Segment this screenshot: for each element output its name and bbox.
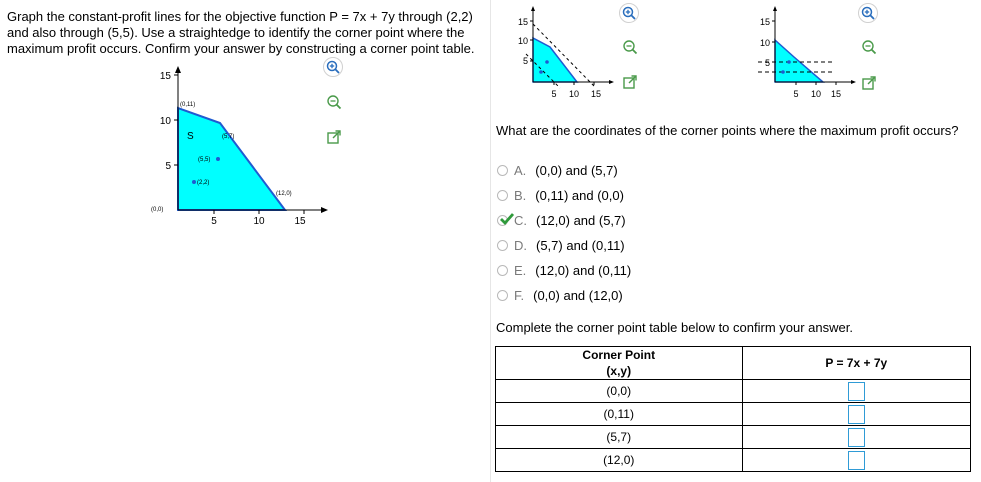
option-a[interactable] [497, 160, 618, 180]
x-tick-label: 5 [551, 89, 557, 99]
option-text: (0,11) and (0,0) [535, 187, 624, 203]
point-label-origin: (0,0) [151, 207, 164, 213]
question-text: What are the coordinates of the corner points where the maximum profit occurs? [496, 123, 959, 138]
option-letter: A. [514, 162, 527, 178]
radio-button[interactable] [497, 165, 508, 176]
answer-input[interactable] [848, 428, 865, 447]
x-tick-label: 10 [568, 89, 580, 99]
panel-divider [490, 0, 491, 482]
zoom-in-icon[interactable] [858, 3, 878, 23]
table-row [496, 380, 971, 403]
option-letter: C. [514, 212, 527, 228]
y-tick-label: 5 [522, 56, 528, 66]
answer-input[interactable] [848, 405, 865, 424]
point-5-5 [216, 157, 220, 161]
y-tick-label: 10 [517, 36, 528, 46]
option-text: (0,0) and (5,7) [535, 162, 618, 178]
corner-point-table [495, 346, 971, 472]
zoom-out-icon[interactable] [620, 37, 640, 57]
x-tick-label: 10 [810, 89, 822, 99]
answer-input[interactable] [848, 451, 865, 470]
point-label-2-2: (2,2) [197, 180, 210, 186]
y-tick-label: 15 [759, 17, 770, 27]
checkmark-icon [500, 212, 514, 226]
point-label-12-0: (12,0) [276, 191, 292, 197]
profit-cell [742, 403, 971, 426]
column-header-corner-point: Corner Point [496, 347, 743, 364]
y-tick-label: 10 [159, 116, 171, 127]
answer-input[interactable] [848, 382, 865, 401]
point-label-5-7: (5,7) [222, 134, 235, 140]
table-instructions: Complete the corner point table below to confirm your answer. [496, 320, 853, 335]
table-row [496, 449, 971, 472]
corner-point-cell: (0,0) [496, 380, 743, 403]
y-tick-label: 15 [159, 71, 171, 82]
thumbnail-graph-right[interactable] [752, 4, 862, 104]
column-header-xy: (x,y) [496, 363, 743, 380]
radio-button[interactable] [497, 290, 508, 301]
radio-button[interactable] [497, 265, 508, 276]
popout-icon[interactable] [620, 72, 640, 92]
x-tick-label: 10 [253, 216, 265, 226]
table-row [496, 426, 971, 449]
table-header-row [496, 347, 971, 364]
table-row [496, 403, 971, 426]
x-tick-label: 15 [590, 89, 602, 99]
option-f[interactable] [497, 285, 623, 305]
x-tick-label: 5 [211, 216, 217, 226]
option-text: (0,0) and (12,0) [533, 287, 623, 303]
radio-button[interactable] [497, 190, 508, 201]
corner-point-cell: (12,0) [496, 449, 743, 472]
point-label-5-5: (5,5) [198, 157, 211, 163]
option-b[interactable] [497, 185, 624, 205]
zoom-out-icon[interactable] [859, 37, 879, 57]
y-axis-arrow [175, 66, 181, 73]
option-c[interactable] [497, 210, 626, 230]
thumbnail-graph-left[interactable] [510, 4, 620, 104]
profit-cell [742, 449, 971, 472]
option-letter: D. [514, 237, 527, 253]
corner-point-cell: (5,7) [496, 426, 743, 449]
corner-point-cell: (0,11) [496, 403, 743, 426]
radio-button-selected[interactable] [497, 215, 508, 226]
option-e[interactable] [497, 260, 631, 280]
region-label: S [187, 131, 194, 142]
x-tick-label: 15 [830, 89, 842, 99]
feasible-region [178, 108, 285, 210]
radio-button[interactable] [497, 240, 508, 251]
main-graph [150, 66, 330, 226]
option-text: (12,0) and (5,7) [536, 212, 626, 228]
zoom-in-icon[interactable] [619, 3, 639, 23]
profit-cell [742, 380, 971, 403]
point-2-2 [192, 180, 196, 184]
option-letter: F. [514, 287, 525, 303]
profit-cell [742, 426, 971, 449]
popout-icon[interactable] [324, 127, 344, 147]
x-tick-label: 15 [294, 216, 306, 226]
popout-icon[interactable] [859, 73, 879, 93]
point-label-0-11: (0,11) [180, 102, 196, 108]
option-text: (5,7) and (0,11) [536, 237, 625, 253]
zoom-in-icon[interactable] [323, 57, 343, 77]
x-tick-label: 5 [793, 89, 799, 99]
x-axis-arrow [321, 207, 328, 213]
y-tick-label: 5 [165, 161, 171, 172]
option-d[interactable] [497, 235, 625, 255]
option-text: (12,0) and (0,11) [535, 262, 632, 278]
zoom-out-icon[interactable] [324, 92, 344, 112]
y-tick-label: 10 [759, 38, 770, 48]
y-tick-label: 15 [517, 17, 528, 27]
option-letter: E. [514, 262, 527, 278]
problem-statement: Graph the constant-profit lines for the objective function P = 7x + 7y through (2,2) and also through (5,5). Use a straightedge to identify the corner point where the maximum profit occurs. Confirm your answer by constructing a corner point table. [7, 9, 475, 56]
y-tick-label: 5 [764, 58, 770, 68]
column-header-profit: P = 7x + 7y [742, 347, 971, 380]
option-letter: B. [514, 187, 527, 203]
